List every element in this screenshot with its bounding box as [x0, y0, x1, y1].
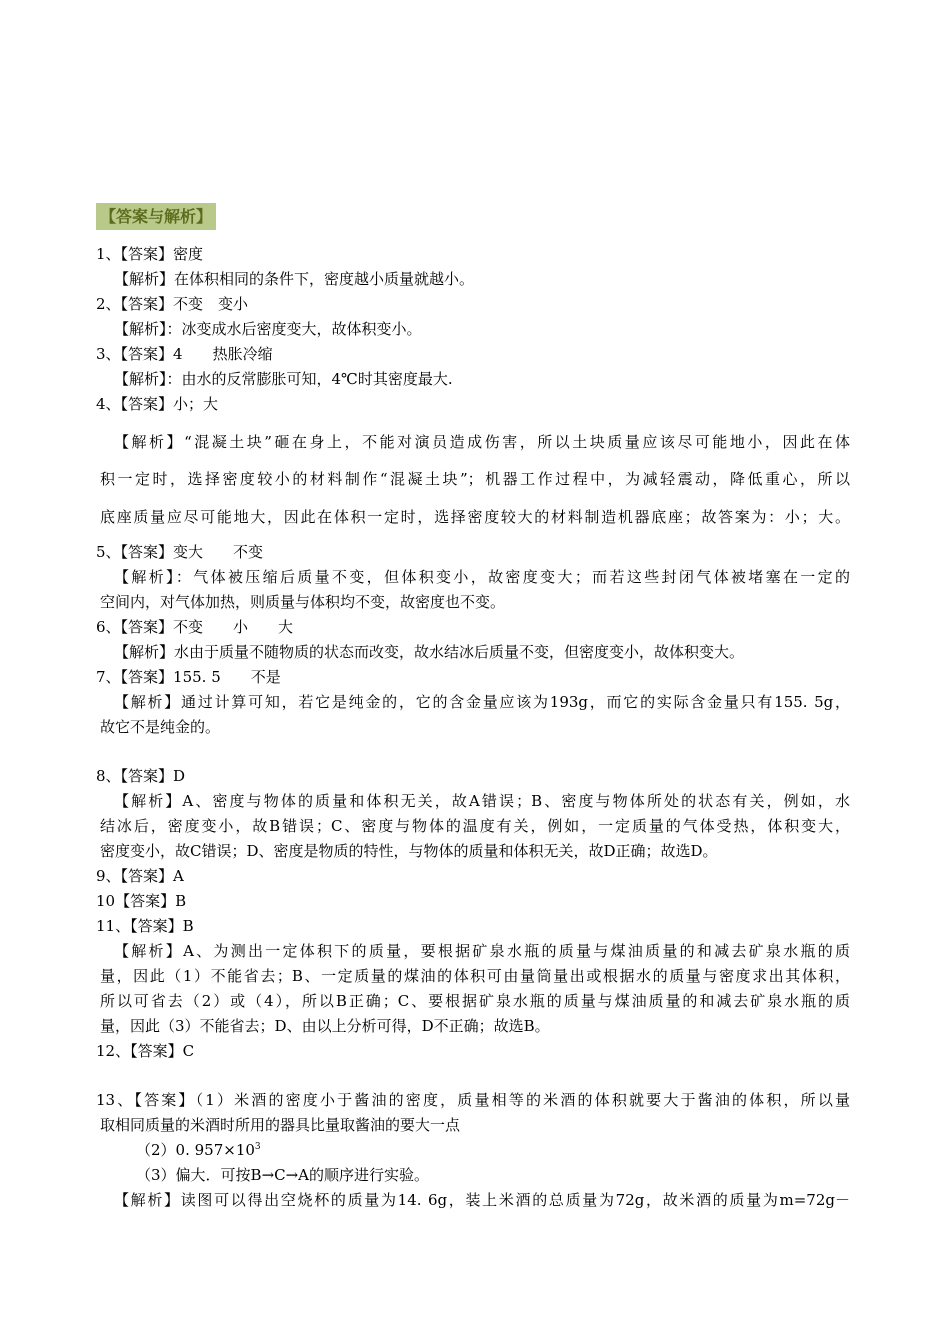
answer-line: 9、【答案】A	[96, 867, 184, 885]
explanation-line: 【解析】“混凝土块”砸在身上，不能对演员造成伤害，所以土块质量应该尽可能地小，因此在体	[114, 433, 850, 451]
answer-line: 7、【答案】155. 5 不是	[96, 668, 281, 686]
answer-line: 4、【答案】小；大	[96, 395, 219, 413]
answer-line: 5、【答案】变大 不变	[96, 543, 264, 561]
explanation-line: 故它不是纯金的。	[100, 718, 221, 736]
answer-line: （3）偏大．可按B→C→A的顺序进行实验。	[136, 1166, 430, 1184]
explanation-line: 【解析】：由水的反常膨胀可知，4℃时其密度最大.	[114, 370, 453, 388]
answer-line: 12、【答案】C	[96, 1042, 195, 1060]
answer-line: 13、【答案】（1）米酒的密度小于酱油的密度，质量相等的米酒的体积就要大于酱油的体积，所以量	[96, 1091, 850, 1109]
explanation-line: 【解析】A、密度与物体的质量和体积无关，故A错误；B、密度与物体所处的状态有关，例如，水	[114, 792, 850, 810]
answer-line: 2、【答案】不变 变小	[96, 295, 249, 313]
answer-line	[136, 1140, 261, 1160]
exponent: 3	[254, 1142, 261, 1152]
explanation-line: 【解析】读图可以得出空烧杯的质量为14. 6g，装上米酒的总质量为72g，故米酒的质量为m=72g－	[114, 1191, 850, 1209]
explanation-line: 【解析】：气体被压缩后质量不变，但体积变小，故密度变大；而若这些封闭气体被堵塞在一定的	[114, 568, 850, 586]
answer-line: 10【答案】B	[96, 892, 187, 910]
explanation-line: 【解析】：冰变成水后密度变大，故体积变小。	[114, 320, 422, 338]
answer-line: 8、【答案】D	[96, 767, 186, 785]
section-heading: 【答案与解析】	[96, 203, 216, 230]
explanation-line: 底座质量应尽可能地大，因此在体积一定时，选择密度较大的材料制造机器底座；故答案为：小；大。	[100, 508, 850, 526]
explanation-line: 密度变小，故C错误；D、密度是物质的特性，与物体的质量和体积无关，故D正确；故选D。	[100, 842, 718, 860]
answer-line: 11、【答案】B	[96, 917, 194, 935]
answer-line: 取相同质量的米酒时所用的器具比量取酱油的要大一点	[100, 1116, 461, 1134]
answer-line: 3、【答案】4 热胀冷缩	[96, 345, 273, 363]
explanation-line: 【解析】在体积相同的条件下，密度越小质量就越小。	[114, 270, 475, 288]
explanation-line: 结冰后，密度变小，故B错误；C、密度与物体的温度有关，例如，一定质量的气体受热，体积变大，	[100, 817, 850, 835]
explanation-line: 积一定时，选择密度较小的材料制作“混凝土块”；机器工作过程中，为减轻震动，降低重心，所以	[100, 470, 850, 488]
explanation-line: 空间内，对气体加热，则质量与体积均不变，故密度也不变。	[100, 593, 506, 611]
explanation-line: 【解析】通过计算可知，若它是纯金的，它的含金量应该为193g，而它的实际含金量只有155. 5g，	[114, 693, 850, 711]
explanation-line: 量，因此（1）不能省去；B、一定质量的煤油的体积可由量筒量出或根据水的质量与密度求出其体积，	[100, 967, 850, 985]
explanation-line: 【解析】A、为测出一定体积下的质量，要根据矿泉水瓶的质量与煤油质量的和减去矿泉水瓶的质	[114, 942, 850, 960]
explanation-line: 【解析】水由于质量不随物质的状态而改变，故水结冰后质量不变，但密度变小，故体积变大。	[114, 643, 745, 661]
answer-line: 6、【答案】不变 小 大	[96, 618, 294, 636]
answer-line: 1、【答案】密度	[96, 245, 204, 263]
answer-text: （2）0. 957×10	[136, 1141, 255, 1159]
explanation-line: 量，因此（3）不能省去；D、由以上分析可得，D不正确；故选B。	[100, 1017, 550, 1035]
explanation-line: 所以可省去（2）或（4），所以B正确；C、要根据矿泉水瓶的质量与煤油质量的和减去矿泉水瓶的质	[100, 992, 850, 1010]
